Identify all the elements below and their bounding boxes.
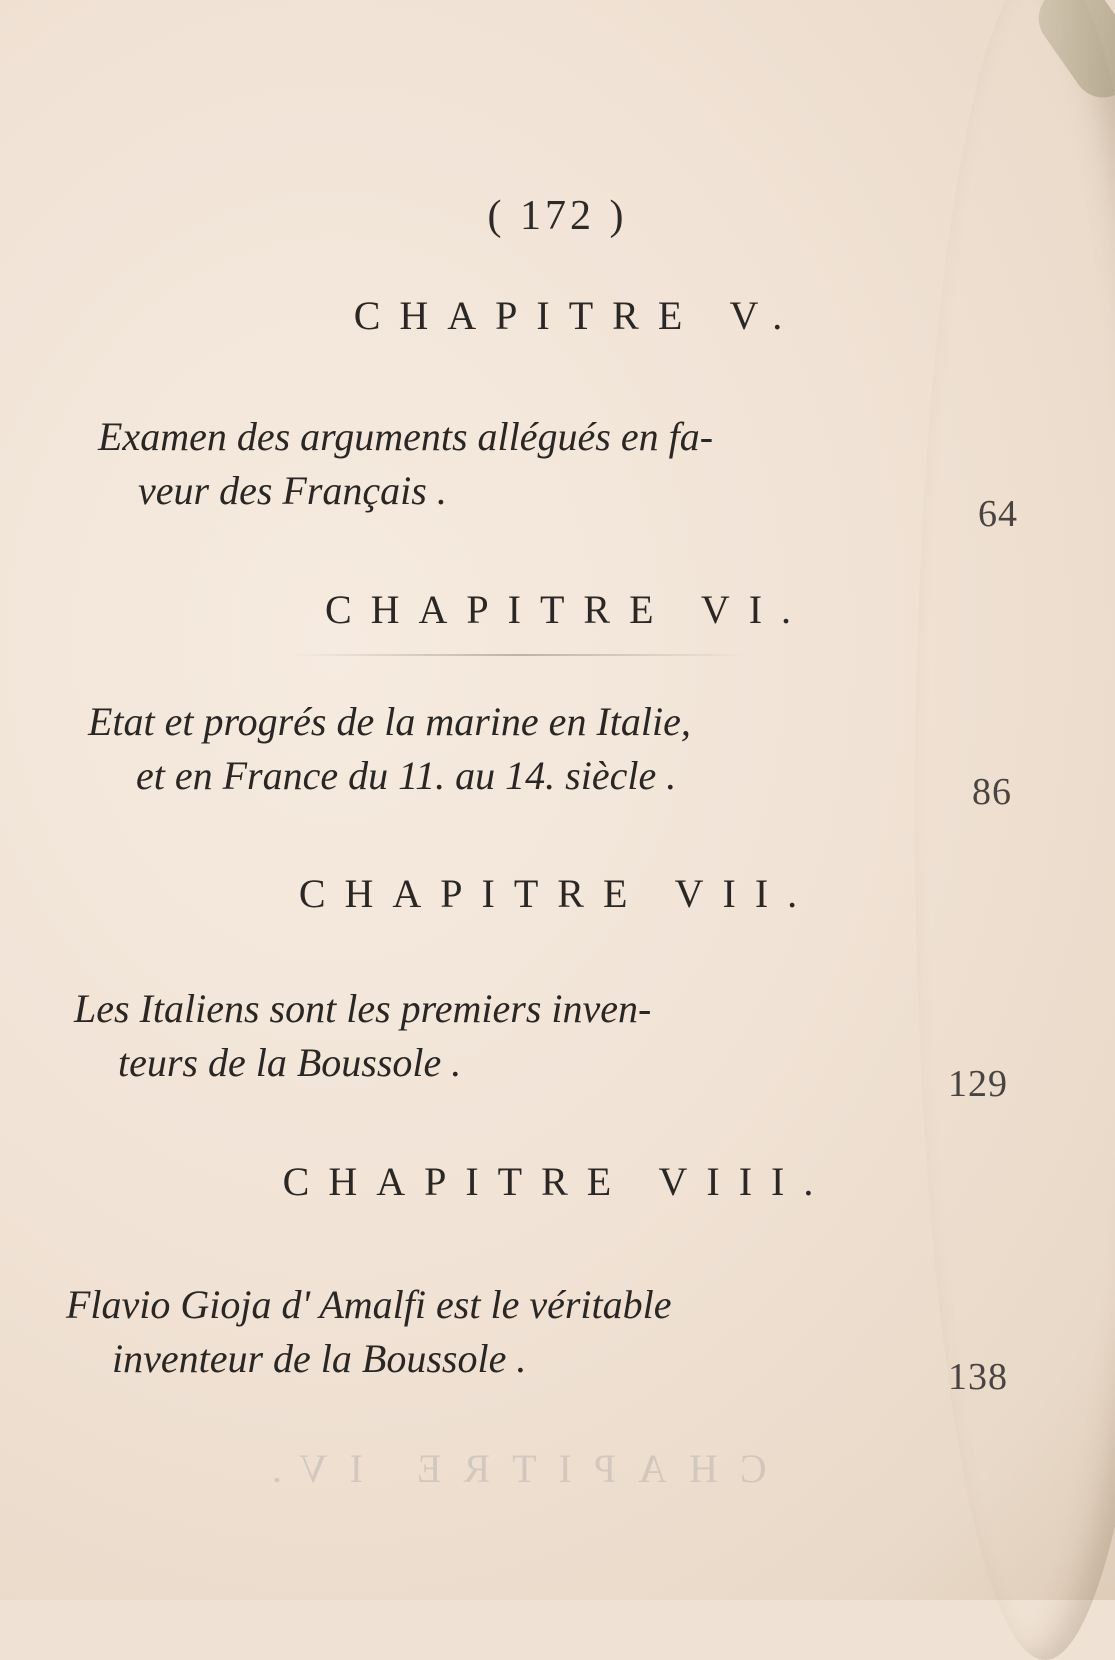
entry-title-line1: Les Italiens sont les premiers inven- [74,986,652,1031]
toc-entry-vii [74,982,651,1090]
entry-title-line1: Flavio Gioja d' Amalfi est le véritable [66,1282,672,1327]
entry-title-line2: teurs de la Boussole . [118,1040,462,1085]
bleed-through-heading: CHAPITRE IV. [250,1446,767,1491]
entry-page-number: 86 [972,771,1012,813]
entry-title-line2: et en France du 11. au 14. siècle . [136,753,677,798]
entry-page-number: 64 [978,493,1018,535]
binding-cord [1027,0,1115,109]
toc-entry-viii [66,1278,672,1386]
page-curve-shadow [915,0,1115,1660]
chapter-heading-vi: CHAPITRE VI. [324,587,811,632]
entry-page-number: 138 [948,1356,1008,1398]
chapter-heading-v: CHAPITRE V. [353,293,802,338]
toc-entry-v [98,410,713,518]
entry-title-line2: veur des Français . [138,468,447,513]
chapter-heading-viii: CHAPITRE VIII. [282,1159,833,1204]
chapter-heading-vii: CHAPITRE VII. [298,871,817,916]
entry-title-line1: Examen des arguments allégués en fa- [98,414,714,459]
entry-page-number: 129 [948,1063,1008,1105]
toc-entry-vi [88,695,691,803]
heading-underline [290,654,750,656]
page-number: ( 172 ) [487,193,628,239]
entry-title-line2: inventeur de la Boussole . [112,1336,527,1381]
entry-title-line1: Etat et progrés de la marine en Italie, [88,699,691,744]
